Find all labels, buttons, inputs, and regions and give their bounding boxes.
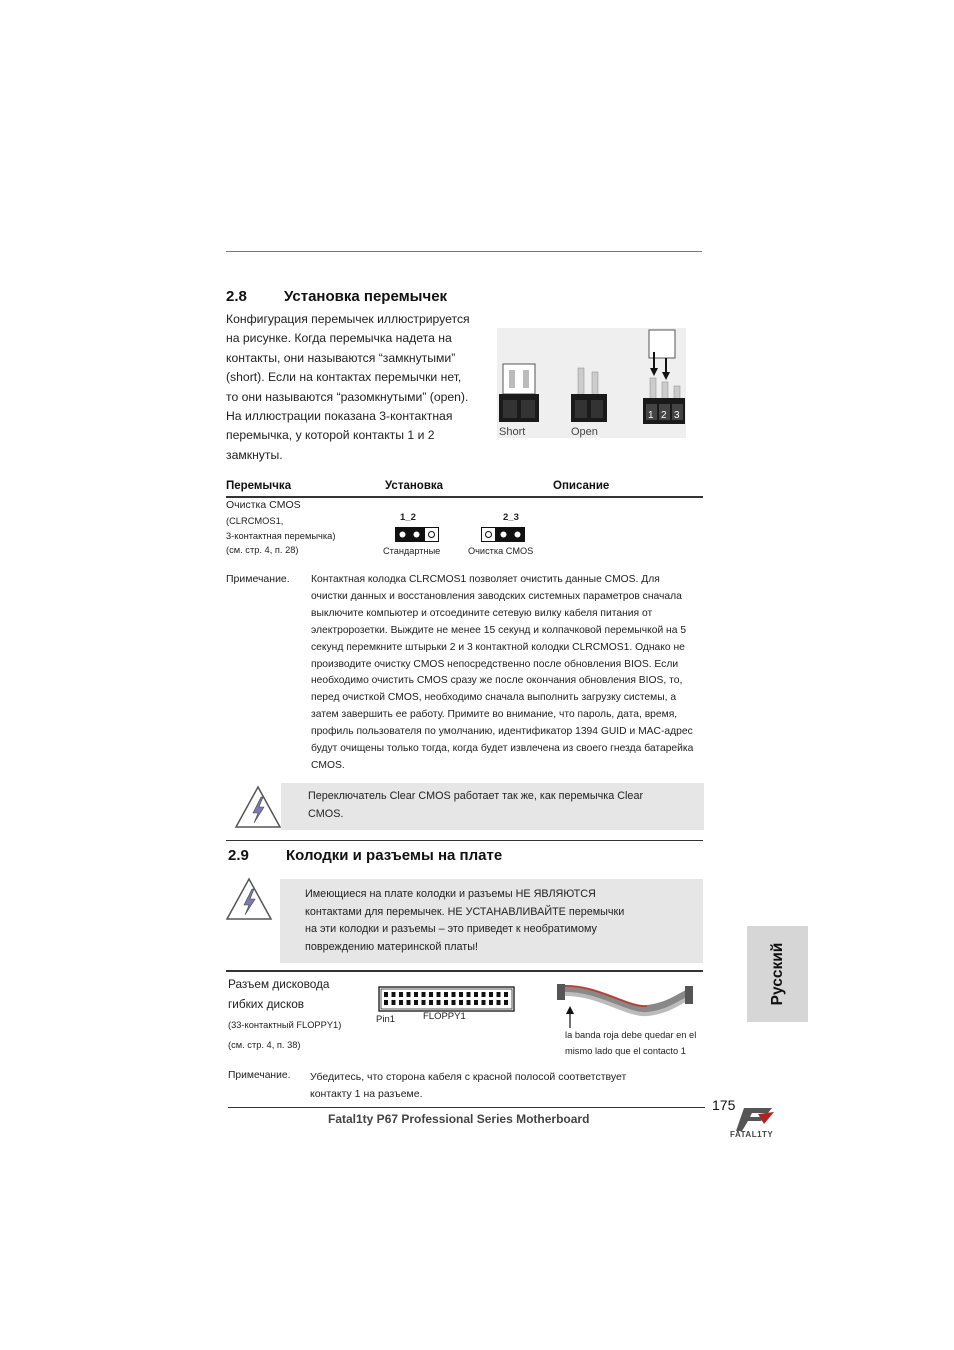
table-row-detail: 3-контактная перемычка) — [226, 530, 336, 541]
floppy-pin — [437, 1000, 441, 1005]
note-line: перед очисткой CMOS, необходимо сначала выполнить загрузку системы, а — [311, 692, 677, 704]
floppy-name-line: Разъем дисковода — [228, 977, 330, 991]
intro-line: Конфигурация перемычек иллюстрируется — [226, 312, 470, 326]
open-jumper-drawing — [571, 368, 607, 422]
clear-cmos-note — [311, 572, 703, 775]
setting-default-pins: 1_2 — [400, 512, 416, 523]
section-title-2-9: Колодки и разъемы на плате — [286, 847, 503, 864]
floppy-pin — [384, 992, 388, 997]
floppy-note — [310, 1069, 626, 1103]
fatal1ty-logo-text: FATAL1TY — [730, 1130, 774, 1139]
floppy-pin — [384, 1000, 388, 1005]
fatal1ty-logo — [728, 1104, 788, 1142]
setting-clear-caption: Очистка CMOS — [468, 546, 534, 556]
note-line: необходимо очистить CMOS сразу же после окончания обновления BIOS, то, — [311, 675, 683, 687]
intro-line: На иллюстрации показана 3-контактная — [226, 409, 453, 424]
table-row-name: Очистка CMOS — [226, 499, 301, 511]
floppy-pin — [482, 992, 486, 997]
language-side-tab — [747, 926, 808, 1022]
floppy-pin — [474, 1000, 478, 1005]
intro-paragraph — [226, 310, 496, 465]
floppy-detail: (33-контактный FLOPPY1) — [228, 1020, 342, 1030]
jumper-illustration-svg — [497, 328, 686, 438]
floppy-pin — [392, 1000, 396, 1005]
floppy-pin — [437, 992, 441, 997]
floppy-pin — [497, 1000, 501, 1005]
note-line: секунд перемкните штырьки 2 и 3 контактной колодки CLRCMOS1. Однако не — [311, 641, 685, 653]
warning-line: Переключатель Clear CMOS работает так же, как перемычка Clear — [308, 790, 644, 802]
intro-line: контакты, они называются “замкнутыми” — [226, 350, 456, 365]
section-title-2-8: Установка перемычек — [284, 288, 448, 305]
pin1-label: Pin1 — [376, 1014, 396, 1025]
floppy-pin — [474, 992, 478, 997]
language-label: Русский — [768, 942, 786, 1006]
warning-box-headers — [280, 879, 703, 963]
note-label: Примечание. — [226, 573, 290, 585]
floppy-details — [228, 1015, 341, 1055]
open-label: Open — [571, 426, 598, 438]
floppy-pin — [497, 992, 501, 997]
warning-line: CMOS. — [308, 807, 344, 820]
intro-line: замкнуты. — [226, 447, 283, 462]
floppy-pin — [452, 992, 456, 997]
setting-clear-pins: 2_3 — [503, 512, 519, 523]
floppy-pin — [392, 992, 396, 997]
note-line: Контактная колодка CLRCMOS1 позволяет очистить данные CMOS. Для — [311, 574, 660, 585]
floppy-pin — [407, 992, 411, 997]
floppy-pin — [504, 992, 508, 997]
floppy-table-rule — [226, 970, 703, 972]
warning-box-clear-cmos — [281, 783, 704, 830]
jumper-default-icon — [395, 527, 439, 547]
cable-note-line: mismo lado que el contacto 1 — [565, 1045, 686, 1056]
warning-line: повреждению материнской платы! — [305, 940, 479, 953]
table-row-details — [226, 514, 335, 558]
warning-line: Имеющиеся на плате колодки и разъемы НЕ ЯВЛЯЮТСЯ — [305, 888, 596, 900]
warning-icon — [225, 877, 273, 926]
floppy-pin — [414, 1000, 418, 1005]
floppy-pin — [459, 992, 463, 997]
floppy-pin — [422, 992, 426, 997]
floppy-pin — [489, 1000, 493, 1005]
floppy-pin — [407, 1000, 411, 1005]
note-line: выключите компьютер и отсоедините сетевую вилку кабеля питания от — [311, 607, 653, 619]
warning-icon — [234, 785, 282, 834]
floppy-name — [228, 974, 329, 1014]
floppy-detail: (см. стр. 4, п. 38) — [228, 1040, 301, 1050]
note-line: Убедитесь, что сторона кабеля с красной полосой соответствует — [310, 1071, 627, 1083]
floppy-pin — [429, 1000, 433, 1005]
note-line: производите очистку CMOS непосредственно после обновления BIOS. Если — [311, 658, 679, 670]
table-header-description: Описание — [553, 480, 610, 492]
floppy-pin — [459, 1000, 463, 1005]
cable-note-line: la banda roja debe quedar en el — [565, 1030, 697, 1040]
intro-line: (short). Если на контактах перемычки нет, — [226, 370, 462, 385]
section-number-2-8: 2.8 — [226, 288, 247, 305]
note-line: затем завершить ее работу. Примите во внимание, что пароль, дата, время, — [311, 709, 678, 721]
table-row-detail: (см. стр. 4, п. 28) — [226, 545, 299, 555]
pin-number-3: 3 — [674, 410, 680, 421]
intro-line: на рисунке. Когда перемычка надета на — [226, 331, 452, 346]
jumper-clear-icon — [481, 527, 525, 547]
footer-rule — [228, 1107, 705, 1108]
floppy-pin — [482, 1000, 486, 1005]
short-jumper-drawing — [499, 364, 539, 422]
note-line: CMOS. — [311, 759, 345, 771]
footer-title: Fatal1ty P67 Professional Series Motherboard — [328, 1112, 590, 1126]
intro-line: перемычка, у которой контакты 1 и 2 — [226, 428, 435, 443]
note-label: Примечание. — [228, 1070, 291, 1081]
section-2-9-rule — [226, 840, 703, 841]
floppy-pin — [452, 1000, 456, 1005]
note-line: контакту 1 на разъеме. — [310, 1088, 423, 1100]
note-line: профиль пользователя по умолчанию, идентификатор 1394 GUID и MAC-адрес — [311, 726, 693, 738]
pin-number-1: 1 — [648, 410, 654, 421]
floppy1-label: FLOPPY1 — [423, 1011, 466, 1022]
floppy-pin — [429, 992, 433, 997]
warning-line: контактами для перемычек. НЕ УСТАНАВЛИВАЙТЕ перемычки — [305, 905, 625, 918]
floppy-pin — [399, 1000, 403, 1005]
pin-number-2: 2 — [661, 410, 667, 421]
floppy-pin — [399, 992, 403, 997]
note-line: будут очищены только тогда, когда будет извлечена из своего гнезда батарейка — [311, 743, 694, 755]
table-header-setting: Установка — [385, 480, 444, 492]
cable-note — [565, 1028, 696, 1059]
table-row-detail: (CLRCMOS1, — [226, 516, 284, 526]
setting-default-caption: Стандартные — [383, 546, 441, 556]
table-header-rule — [226, 496, 703, 498]
table-header-jumper: Перемычка — [226, 480, 292, 492]
floppy-pin — [422, 1000, 426, 1005]
short-label: Short — [499, 426, 526, 438]
warning-line: на эти колодки и разъемы – это приведет к необратимому — [305, 923, 597, 935]
note-line: электророзетки. Выждите не менее 15 секунд и колпачковой перемычкой на 5 — [311, 624, 687, 636]
page-number: 175 — [712, 1097, 736, 1113]
floppy-pin — [444, 1000, 448, 1005]
section-number-2-9: 2.9 — [228, 847, 249, 864]
floppy-pin — [489, 992, 493, 997]
top-rule — [226, 251, 702, 252]
floppy-pin — [467, 992, 471, 997]
intro-line: то они называются “разомкнутыми” (open). — [226, 389, 469, 404]
floppy-pin — [414, 992, 418, 997]
floppy-pin — [504, 1000, 508, 1005]
floppy-name-line: гибких дисков — [228, 997, 305, 1011]
floppy-pin — [467, 1000, 471, 1005]
jumper-illustration — [497, 328, 686, 438]
note-line: очистки данных и восстановления заводских системных параметров сначала — [311, 590, 682, 602]
floppy-pin — [444, 992, 448, 997]
